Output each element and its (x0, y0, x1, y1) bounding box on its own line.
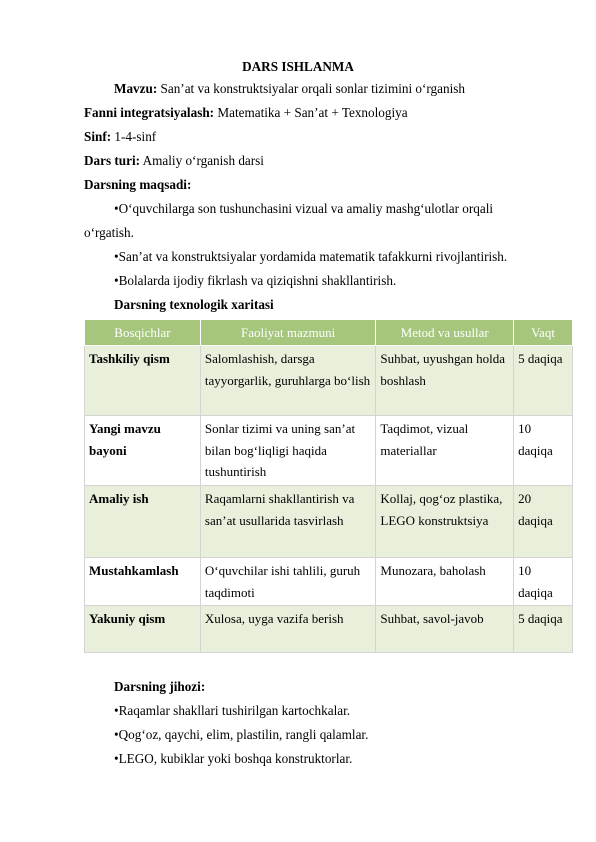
cell-step: Yakuniy qism (85, 606, 201, 653)
cell-method: Suhbat, uyushgan holda boshlash (376, 346, 514, 416)
topic-label: Mavzu: (114, 81, 158, 96)
table-row (85, 486, 573, 558)
lesson-type-label: Dars turi: (84, 153, 141, 168)
equipment-item: • Raqamlar shakllari tushirilgan kartochkalar. (114, 702, 350, 720)
cell-time: 10 daqiqa (514, 416, 573, 486)
cell-time: 5 daqiqa (514, 606, 573, 653)
lesson-plan-table (84, 319, 573, 653)
cell-method: Kollaj, qog‘oz plastika, LEGO konstruktsiya (376, 486, 514, 558)
cell-activity: Salomlashish, darsga tayyorgarlik, guruhlarga bo‘lish (200, 346, 375, 416)
goal-item-continuation: o‘rgatish. (84, 225, 134, 240)
cell-step: Tashkiliy qism (85, 346, 201, 416)
goal-item: • San’at va konstruktsiyalar yordamida matematik tafakkurni rivojlantirish. (114, 248, 507, 266)
lesson-type-value: Amaliy o‘rganish darsi (140, 153, 264, 168)
integration-value: Matematika + San’at + Texnologiya (214, 105, 408, 120)
goals-label: Darsning maqsadi: (84, 177, 192, 192)
cell-time: 5 daqiqa (514, 346, 573, 416)
equipment-label: Darsning jihozi: (114, 679, 206, 694)
grade-value: 1-4-sinf (111, 129, 157, 144)
integration-label: Fanni integratsiyalash: (84, 105, 215, 120)
table-caption-text: Darsning texnologik xaritasi (114, 297, 274, 312)
table-header-row (85, 320, 573, 346)
integration-line (84, 104, 408, 122)
cell-method: Taqdimot, vizual materiallar (376, 416, 514, 486)
table-row (85, 606, 573, 653)
table-row (85, 416, 573, 486)
table-caption (114, 296, 274, 314)
equipment-heading (114, 678, 205, 696)
equipment-item: • LEGO, kubiklar yoki boshqa konstruktorlar. (114, 750, 352, 768)
cell-step: Amaliy ish (85, 486, 201, 558)
table-row (85, 558, 573, 606)
topic-line (114, 80, 465, 98)
column-header: Bosqichlar (85, 320, 201, 346)
goals-heading (84, 176, 191, 194)
grade-line (84, 128, 156, 146)
cell-time: 10 daqiqa (514, 558, 573, 606)
grade-label: Sinf: (84, 129, 112, 144)
cell-activity: O‘quvchilar ishi tahlili, guruh taqdimoti (200, 558, 375, 606)
cell-method: Suhbat, savol-javob (376, 606, 514, 653)
cell-activity: Raqamlarni shakllantirish va san’at usullarida tasvirlash (200, 486, 375, 558)
goal-item: • Bolalarda ijodiy fikrlash va qiziqishni shakllantirish. (114, 272, 396, 290)
cell-step: Yangi mavzu bayoni (85, 416, 201, 486)
table-row (85, 346, 573, 416)
document-title: DARS ISHLANMA (242, 59, 354, 74)
cell-time: 20 daqiqa (514, 486, 573, 558)
column-header: Vaqt (514, 320, 573, 346)
equipment-item: • Qog‘oz, qaychi, elim, plastilin, rangli qalamlar. (114, 726, 368, 744)
topic-value: San’at va konstruktsiyalar orqali sonlar tizimini o‘rganish (157, 81, 465, 96)
cell-activity: Xulosa, uyga vazifa berish (200, 606, 375, 653)
lesson-type-line (84, 152, 264, 170)
cell-activity: Sonlar tizimi va uning san’at bilan bog‘liqligi haqida tushuntirish (200, 416, 375, 486)
goal-item: • O‘quvchilarga son tushunchasini vizual va amaliy mashg‘ulotlar orqali (114, 200, 493, 218)
cell-method: Munozara, baholash (376, 558, 514, 606)
column-header: Faoliyat mazmuni (200, 320, 375, 346)
cell-step: Mustahkamlash (85, 558, 201, 606)
column-header: Metod va usullar (376, 320, 514, 346)
